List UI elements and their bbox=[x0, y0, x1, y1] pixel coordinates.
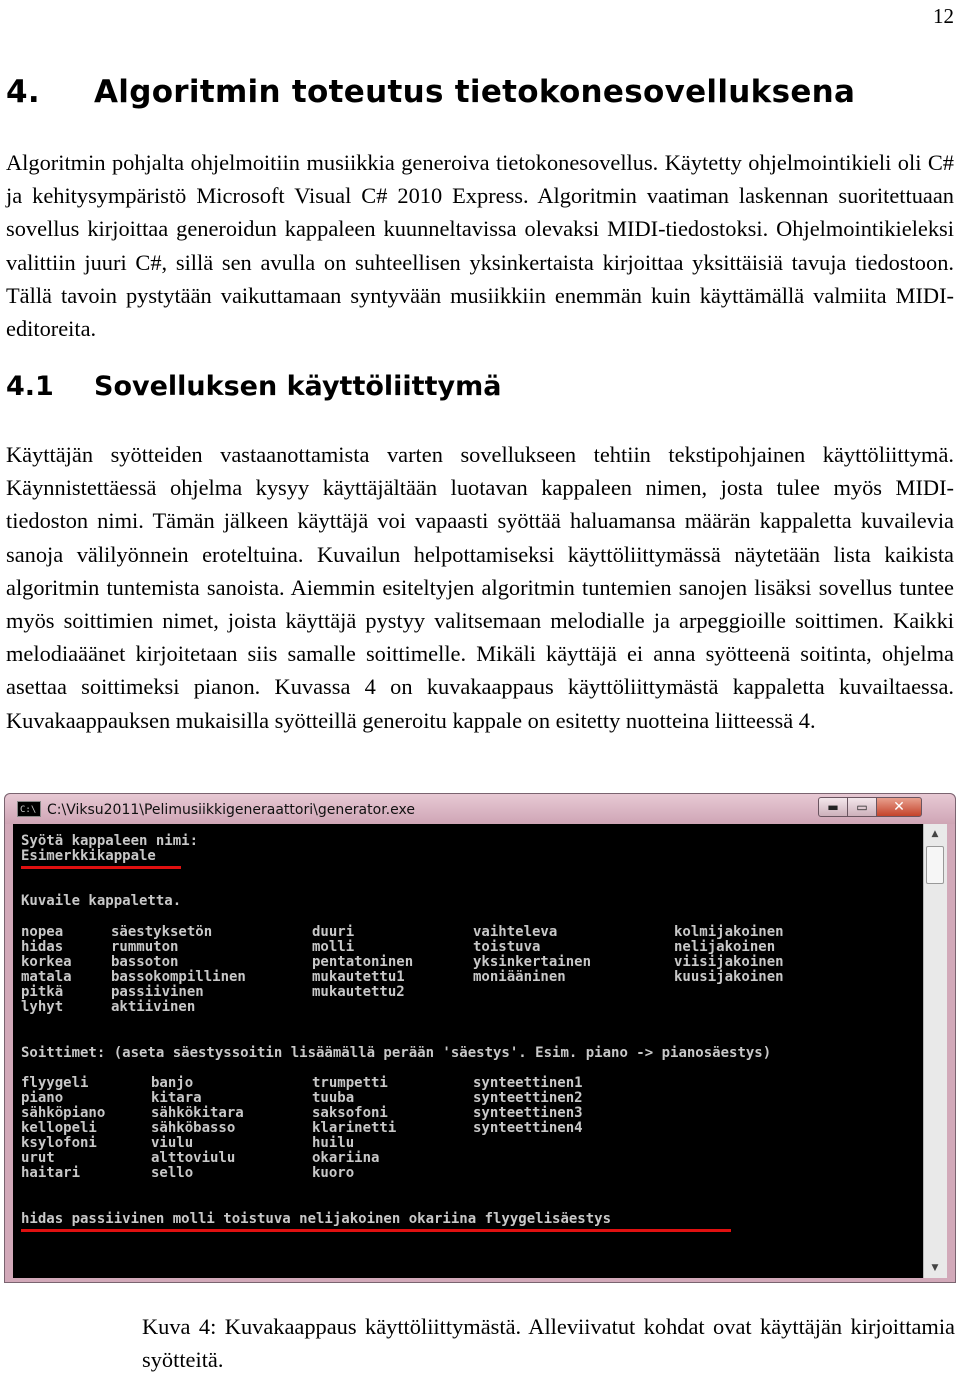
instrument-item: ksylofoni bbox=[21, 1135, 97, 1151]
maximize-button[interactable]: ▭ bbox=[847, 797, 877, 817]
word-item: aktiivinen bbox=[111, 999, 196, 1015]
instrument-item: piano bbox=[21, 1090, 64, 1106]
word-item: nopea bbox=[21, 924, 64, 940]
window-title: C:\Viksu2011\Pelimusiikkigeneraattori\generator.exe bbox=[47, 802, 415, 818]
subsection-title: Sovelluksen käyttöliittymä bbox=[94, 371, 502, 402]
instrument-item: kuoro bbox=[312, 1165, 355, 1181]
section-title: Algoritmin toteutus tietokonesovelluksena bbox=[94, 74, 856, 110]
instrument-item: urut bbox=[21, 1150, 55, 1166]
word-item: korkea bbox=[21, 954, 72, 970]
word-item: viisijakoinen bbox=[674, 954, 784, 970]
instrument-item: kitara bbox=[151, 1090, 202, 1106]
instrument-item: tuuba bbox=[312, 1090, 355, 1106]
console-output[interactable] bbox=[13, 824, 923, 1278]
intro-paragraph: Algoritmin pohjalta ohjelmoitiin musiikkia generoiva tietokonesovellus. Käytetty ohjelmointikieli oli C# ja kehitysympäristö Microsoft Visual C# 2010 Express. Algoritmin vaatiman laskennan suoritettuaan sovellus kirjoittaa generoidun kappaleen kuunneltavissa olevaksi MIDI-tiedostoksi. Ohjelmointikieleksi valittiin juuri C#, sillä sen avulla on suhteellisen yksinkertaista kirjoittaa yksittäisiä tavuja tiedostoon. Tällä tavoin pystytään vaikuttamaan syntyvään musiikkiin enemmän kuin käyttämällä valmiita MIDI-editoreita. bbox=[6, 150, 954, 342]
word-item: passiivinen bbox=[111, 984, 204, 1000]
word-item: rummuton bbox=[111, 939, 179, 955]
word-item: lyhyt bbox=[21, 999, 64, 1015]
instrument-item: haitari bbox=[21, 1165, 81, 1181]
word-item: duuri bbox=[312, 924, 355, 940]
word-item: pitkä bbox=[21, 984, 64, 1000]
minimize-button[interactable]: ▬ bbox=[818, 797, 848, 817]
console-window bbox=[4, 793, 956, 1283]
instrument-item: alttoviulu bbox=[151, 1150, 236, 1166]
scroll-up-icon[interactable]: ▲ bbox=[931, 829, 939, 839]
input-underline bbox=[21, 866, 181, 869]
word-item: kolmijakoinen bbox=[674, 924, 784, 940]
instrument-item: okariina bbox=[312, 1150, 380, 1166]
word-item: matala bbox=[21, 969, 72, 985]
close-button[interactable]: ✕ bbox=[876, 797, 922, 817]
figure-caption: Kuva 4: Kuvakaappaus käyttöliittymästä. Alleviivatut kohdat ovat käyttäjän kirjoittamia syötteitä. bbox=[142, 1314, 955, 1373]
instrument-item: flyygeli bbox=[21, 1075, 89, 1091]
instrument-item: synteettinen1 bbox=[473, 1075, 583, 1091]
word-item: mukautettu2 bbox=[312, 984, 405, 1000]
word-item: mukautettu1 bbox=[312, 969, 405, 985]
word-item: moniääninen bbox=[473, 969, 566, 985]
scroll-down-icon[interactable]: ▼ bbox=[931, 1263, 939, 1273]
ui-paragraph: Käyttäjän syötteiden vastaanottamista varten sovellukseen tehtiin tekstipohjainen käyttöliittymä. Käynnistettäessä ohjelma kysyy käyttäjältään luotavan kappaleen nimen, josta tulee myös MIDI-tiedoston nimi. Tämän jälkeen käyttäjä voi vapaasti syöttää haluamansa määrän kappaletta kuvailevia sanoja välilyönnein eroteltuina. Kuvailun helpottamiseksi käyttöliittymässä näytetään lista kaikista algoritmin tuntemista sanoista. Aiemmin esiteltyjen algoritmin tuntemien sanojen lisäksi sovellus tuntee myös soittimien nimet, joista käyttäjä pystyy valitsemaan melodialle ja arpeggioille soittimen. Kaikki melodiaäänet kirjoitetaan siis samalle soittimelle. Mikäli käyttäjä ei anna syötteenä soitinta, ohjelma asettaa soittimeksi pianon. Kuvassa 4 on kuvakaappaus käyttöliittymästä kappaletta kuvailtaessa. Kuvakaappauksen mukaisilla syötteillä generoitu kappale on esitetty nuotteina liitteessä 4. bbox=[6, 442, 954, 733]
word-item: kuusijakoinen bbox=[674, 969, 784, 985]
word-item: bassokompillinen bbox=[111, 969, 246, 985]
instrument-item: viulu bbox=[151, 1135, 194, 1151]
instrument-item: synteettinen3 bbox=[473, 1105, 583, 1121]
word-item: bassoton bbox=[111, 954, 179, 970]
instrument-item: saksofoni bbox=[312, 1105, 388, 1121]
console-scrollbar[interactable] bbox=[923, 824, 947, 1278]
instrument-item: kellopeli bbox=[21, 1120, 97, 1136]
instrument-item: sello bbox=[151, 1165, 194, 1181]
subsection-heading bbox=[6, 371, 501, 402]
instrument-item: klarinetti bbox=[312, 1120, 397, 1136]
instrument-item: sähkökitara bbox=[151, 1105, 244, 1121]
input-description: hidas passiivinen molli toistuva nelijakoinen okariina flyygelisäestys bbox=[21, 1211, 612, 1227]
instrument-item: banjo bbox=[151, 1075, 194, 1091]
window-titlebar[interactable] bbox=[5, 794, 955, 824]
instrument-item: sähköpiano bbox=[21, 1105, 106, 1121]
word-item: nelijakoinen bbox=[674, 939, 776, 955]
prompt-song-name: Syötä kappaleen nimi: bbox=[21, 833, 199, 849]
scroll-thumb[interactable] bbox=[926, 846, 944, 884]
section-heading bbox=[6, 74, 855, 110]
page-number: 12 bbox=[933, 4, 954, 28]
console-app-icon: C:\ bbox=[17, 801, 41, 817]
instrument-item: huilu bbox=[312, 1135, 355, 1151]
instrument-item: trumpetti bbox=[312, 1075, 388, 1091]
instruments-header: Soittimet: (aseta säestyssoitin lisäämällä perään 'säestys'. Esim. piano -> pianosäestys) bbox=[21, 1045, 772, 1061]
word-item: yksinkertainen bbox=[473, 954, 592, 970]
word-item: vaihteleva bbox=[473, 924, 558, 940]
input-underline bbox=[21, 1229, 731, 1232]
word-item: säestyksetön bbox=[111, 924, 213, 940]
subsection-number: 4.1 bbox=[6, 371, 54, 402]
prompt-describe: Kuvaile kappaletta. bbox=[21, 893, 182, 909]
input-song-name: Esimerkkikappale bbox=[21, 848, 156, 864]
instrument-item: synteettinen2 bbox=[473, 1090, 583, 1106]
word-item: molli bbox=[312, 939, 355, 955]
word-item: pentatoninen bbox=[312, 954, 414, 970]
instrument-item: synteettinen4 bbox=[473, 1120, 583, 1136]
instrument-item: sähköbasso bbox=[151, 1120, 236, 1136]
section-number: 4. bbox=[6, 74, 40, 110]
word-item: toistuva bbox=[473, 939, 541, 955]
word-item: hidas bbox=[21, 939, 64, 955]
